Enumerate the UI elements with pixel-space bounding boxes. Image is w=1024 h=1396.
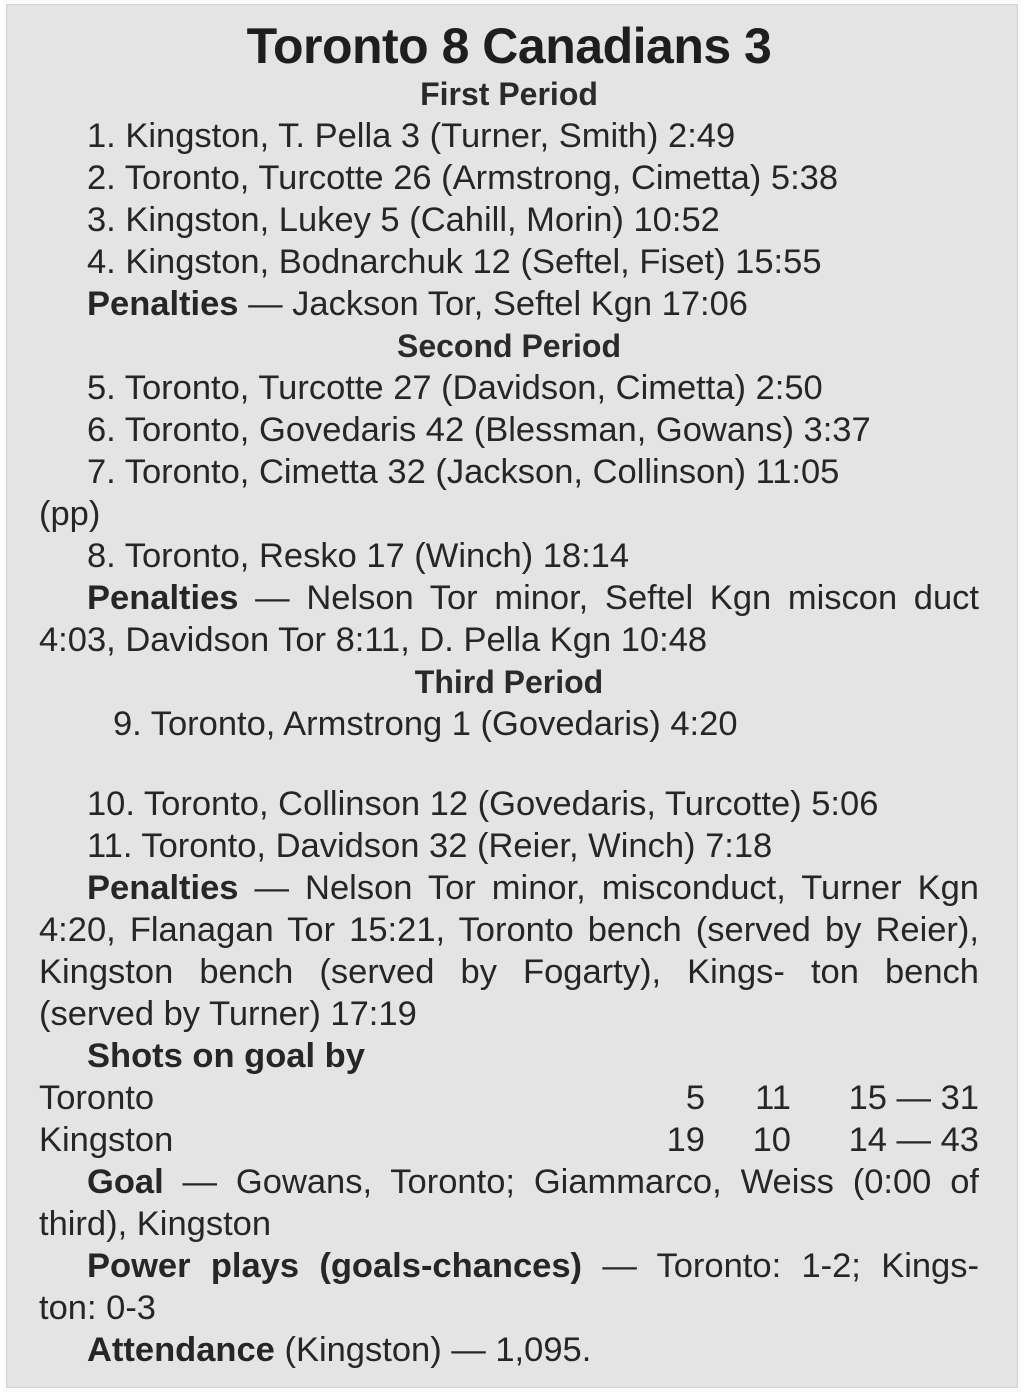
penalties-text: — Jackson Tor, Seftel Kgn 17:06 [238, 285, 748, 323]
goal-line: 9. Toronto, Armstrong 1 (Govedaris) 4:20 [113, 705, 738, 743]
penalties-label: Penalties [87, 869, 239, 907]
newspaper-clipping [6, 4, 1018, 1388]
penalties-text: — Nelson Tor minor, misconduct, Turner Kgn 4:20, Flanagan Tor 15:21, Toronto bench (served by Reier), Kingston bench (served by Fogarty), Kings- ton bench (served by Turner) 17:19 [39, 869, 979, 1033]
shots-team: Kingston [39, 1121, 174, 1159]
spacer [39, 745, 979, 783]
penalties-label: Penalties [87, 285, 239, 323]
goal-line: 8. Toronto, Resko 17 (Winch) 18:14 [87, 537, 630, 575]
goal-line: 11. Toronto, Davidson 32 (Reier, Winch) 7:18 [87, 827, 773, 865]
power-plays-text: — Toronto: 1-2; Kings- ton: 0-3 [39, 1247, 979, 1327]
goal-line: 7. Toronto, Cimetta 32 (Jackson, Collinson) 11:05 [87, 453, 840, 491]
goal-label: Goal [87, 1163, 164, 1201]
goal-line: 6. Toronto, Govedaris 42 (Blessman, Gowans) 3:37 [87, 411, 871, 449]
shots-team: Toronto [39, 1079, 155, 1117]
goal-line: 5. Toronto, Turcotte 27 (Davidson, Cimetta) 2:50 [87, 369, 823, 407]
shots-period-1: 5 [685, 1079, 705, 1117]
goal-line: 3. Kingston, Lukey 5 (Cahill, Morin) 10:52 [87, 201, 720, 239]
goal-line: 1. Kingston, T. Pella 3 (Turner, Smith) 2:49 [87, 117, 736, 155]
second-period-penalties [39, 577, 979, 661]
goal-line: 10. Toronto, Collinson 12 (Govedaris, Turcotte) 5:06 [87, 785, 879, 823]
attendance-label: Attendance [87, 1331, 275, 1369]
shots-period-3-total: 15 — 31 [848, 1079, 979, 1117]
shots-period-2: 11 [755, 1079, 791, 1117]
goal-line: 2. Toronto, Turcotte 26 (Armstrong, Cimetta) 5:38 [87, 159, 839, 197]
attendance-text: (Kingston) — 1,095. [274, 1331, 592, 1369]
shots-row-kingston [39, 1119, 979, 1161]
power-plays [39, 1245, 979, 1329]
goal-line-continuation: (pp) [39, 495, 101, 533]
third-period-penalties [39, 867, 979, 1035]
attendance [39, 1329, 979, 1371]
shots-period-3-total: 14 — 43 [848, 1121, 979, 1159]
power-plays-label: Power plays (goals-chances) [87, 1247, 583, 1285]
penalties-text: — Nelson Tor minor, Seftel Kgn miscon duct 4:03, Davidson Tor 8:11, D. Pella Kgn 10:48 [39, 579, 979, 659]
first-period-heading: First Period [420, 76, 598, 112]
shots-period-2: 10 [752, 1121, 791, 1159]
penalties-label: Penalties [87, 579, 239, 617]
goal-line: 4. Kingston, Bodnarchuk 12 (Seftel, Fiset) 15:55 [87, 243, 822, 281]
shots-row-toronto [39, 1077, 979, 1119]
goal-text: — Gowans, Toronto; Giammarco, Weiss (0:00 of third), Kingston [39, 1163, 979, 1243]
first-period-penalties [39, 283, 979, 325]
third-period-heading: Third Period [414, 664, 604, 700]
headline: Toronto 8 Canadians 3 [246, 18, 772, 74]
shots-period-1: 19 [666, 1121, 705, 1159]
second-period-heading: Second Period [396, 328, 622, 364]
goaltenders [39, 1161, 979, 1245]
shots-heading: Shots on goal by [87, 1037, 365, 1075]
